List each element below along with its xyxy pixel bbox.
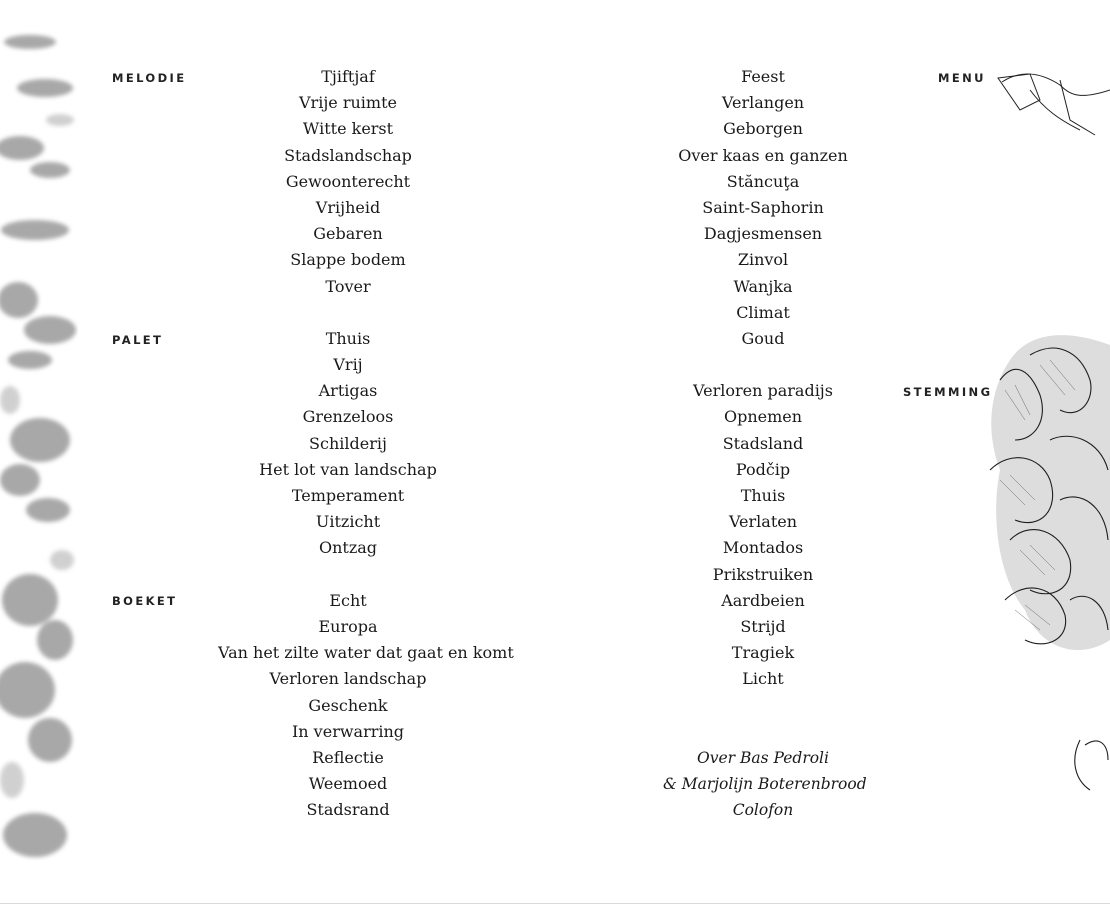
- chapter-link[interactable]: Gebaren: [313, 224, 383, 244]
- chapter-link[interactable]: Tragiek: [731, 643, 795, 663]
- chapter-link[interactable]: Thuis: [325, 328, 371, 348]
- chapter-link[interactable]: Thuis: [740, 486, 786, 505]
- section-spacer: [218, 562, 478, 588]
- chapter-link[interactable]: Verlangen: [721, 93, 805, 113]
- chapter-link[interactable]: Stadsrand: [306, 800, 390, 820]
- chapter-link[interactable]: Verloren paradijs: [693, 381, 833, 401]
- chapter-link[interactable]: Grenzeloos: [302, 407, 394, 427]
- chapter-link[interactable]: Witte kerst: [302, 119, 394, 139]
- chapter-link[interactable]: Schilderij: [309, 433, 387, 453]
- chapter-link[interactable]: Goud: [741, 328, 785, 348]
- section-spacer: [218, 300, 478, 326]
- chapter-link[interactable]: Stadsland: [722, 433, 804, 453]
- chapter-link[interactable]: Aardbeien: [721, 590, 805, 610]
- chapter-link[interactable]: Podčip: [735, 459, 791, 479]
- section-spacer: [663, 719, 863, 745]
- chapter-link[interactable]: Tover: [325, 276, 371, 296]
- chapter-link[interactable]: In verwarring: [291, 721, 405, 741]
- chapter-link[interactable]: Temperament: [291, 486, 405, 505]
- chapter-link[interactable]: Strijd: [740, 616, 786, 636]
- chapter-link[interactable]: Echt: [329, 590, 367, 610]
- chapter-link[interactable]: Vrij: [333, 355, 363, 375]
- chapter-link[interactable]: Geborgen: [723, 119, 803, 139]
- chapter-link[interactable]: Gewoonterecht: [285, 171, 411, 191]
- decorative-flower-drawing: [970, 0, 1110, 888]
- chapter-link[interactable]: Climat: [736, 302, 790, 322]
- chapter-link[interactable]: Dagjesmensen: [703, 224, 823, 244]
- section-label-melodie[interactable]: MELODIE: [112, 71, 187, 85]
- chapter-link[interactable]: Zinvol: [737, 250, 789, 270]
- chapter-link[interactable]: Tjiftjaf: [321, 67, 375, 86]
- chapter-link[interactable]: Vrije ruimte: [299, 93, 397, 113]
- section-label-boeket[interactable]: BOEKET: [112, 594, 178, 608]
- chapter-link[interactable]: Prikstruiken: [712, 564, 814, 584]
- chapter-link[interactable]: Opnemen: [723, 407, 803, 427]
- chapter-link[interactable]: Stadslandschap: [284, 145, 412, 165]
- chapter-link[interactable]: Artigas: [318, 381, 378, 401]
- chapter-link[interactable]: Van het zilte water dat gaat en komt: [218, 643, 514, 663]
- bottom-divider: [0, 903, 1110, 904]
- chapter-link[interactable]: Uitzicht: [315, 512, 381, 532]
- chapter-link[interactable]: Geschenk: [308, 695, 388, 715]
- decorative-ink-strip: [0, 0, 78, 888]
- section-label-palet[interactable]: PALET: [112, 333, 164, 347]
- chapter-link[interactable]: Verloren landschap: [269, 669, 427, 689]
- chapter-link[interactable]: Weemoed: [308, 774, 388, 794]
- chapter-link[interactable]: Ontzag: [318, 538, 378, 558]
- chapter-link[interactable]: Vrijheid: [315, 197, 381, 217]
- chapter-link[interactable]: Over kaas en ganzen: [678, 145, 848, 165]
- about-authors-link-line2[interactable]: & Marjolijn Boterenbrood: [663, 775, 867, 794]
- section-spacer: [663, 693, 863, 719]
- chapter-link[interactable]: Licht: [742, 669, 784, 689]
- chapter-link[interactable]: Montados: [722, 538, 804, 558]
- chapter-list-right: [663, 64, 867, 823]
- chapter-list-left: [218, 64, 514, 823]
- section-label-stemming[interactable]: STEMMING: [903, 385, 993, 399]
- chapter-link[interactable]: Saint-Saphorin: [702, 197, 824, 217]
- chapter-link[interactable]: Stăncuţa: [726, 171, 800, 191]
- colofon-link[interactable]: Colofon: [732, 801, 794, 820]
- chapter-link[interactable]: Feest: [741, 67, 785, 86]
- section-label-menu[interactable]: MENU: [938, 71, 986, 85]
- chapter-link[interactable]: Verlaten: [728, 512, 798, 532]
- chapter-link[interactable]: Reflectie: [312, 747, 384, 767]
- chapter-link[interactable]: Slappe bodem: [290, 250, 406, 270]
- chapter-link[interactable]: Europa: [318, 616, 378, 636]
- section-spacer: [663, 352, 863, 378]
- chapter-link[interactable]: Het lot van landschap: [259, 459, 437, 479]
- about-authors-link[interactable]: Over Bas Pedroli: [697, 748, 829, 767]
- chapter-link[interactable]: Wanjka: [733, 276, 793, 296]
